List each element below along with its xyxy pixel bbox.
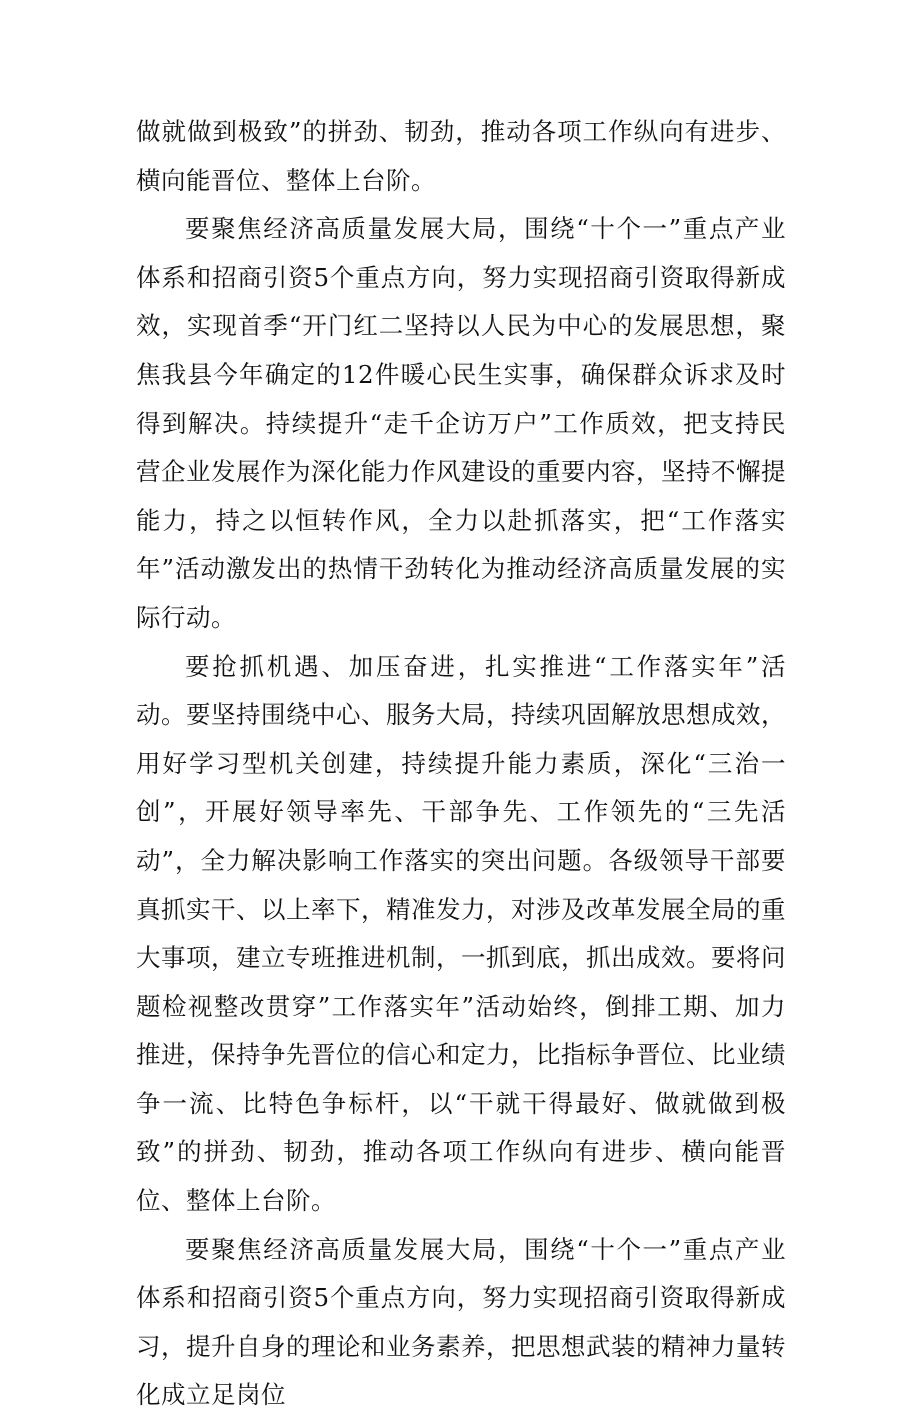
paragraph-1: 做就做到极致”的拼劲、韧劲，推动各项工作纵向有进步、横向能晋位、整体上台阶。	[136, 117, 786, 195]
paragraph-3: 要抢抓机遇、加压奋进，扎实推进“工作落实年”活动。要坚持围绕中心、服务大局，持续巩固解放思想成效，用好学习型机关创建，持续提升能力素质，深化“三治一创”，开展好领导率先、干部争先、工作领先的“三先活动”，全力解决影响工作落实的突出问题。各级领导干部要真抓实干、以上率下，精准发力，对涉及改革发展全局的重大事项，建立专班推进机制，一抓到底，抓出成效。要将问题检视整改贯穿”工作落实年”活动始终，倒排工期、加力推进，保持争先晋位的信心和定力，比指标争晋位、比业绩争一流、比特色争标杆，以“干就干得最好、做就做到极致”的拼劲、韧劲，推动各项工作纵向有进步、横向能晋位、整体上台阶。	[136, 651, 786, 1216]
document-body	[136, 108, 786, 1420]
paragraph-4: 要聚焦经济高质量发展大局，围绕“十个一”重点产业体系和招商引资5个重点方向，努力实现招商引资取得新成习，提升自身的理论和业务素养，把思想武装的精神力量转化成立足岗位	[136, 1234, 786, 1410]
paragraph-2: 要聚焦经济高质量发展大局，围绕“十个一”重点产业体系和招商引资5个重点方向，努力实现招商引资取得新成效，实现首季“开门红二坚持以人民为中心的发展思想，聚焦我县今年确定的12件暖心民生实事，确保群众诉求及时得到解决。持续提升“走千企访万户”工作质效，把支持民营企业发展作为深化能力作风建设的重要内容，坚持不懈提能力，持之以恒转作风，全力以赴抓落实，把“工作落实年”活动激发出的热情干劲转化为推动经济高质量发展的实际行动。	[136, 214, 786, 632]
